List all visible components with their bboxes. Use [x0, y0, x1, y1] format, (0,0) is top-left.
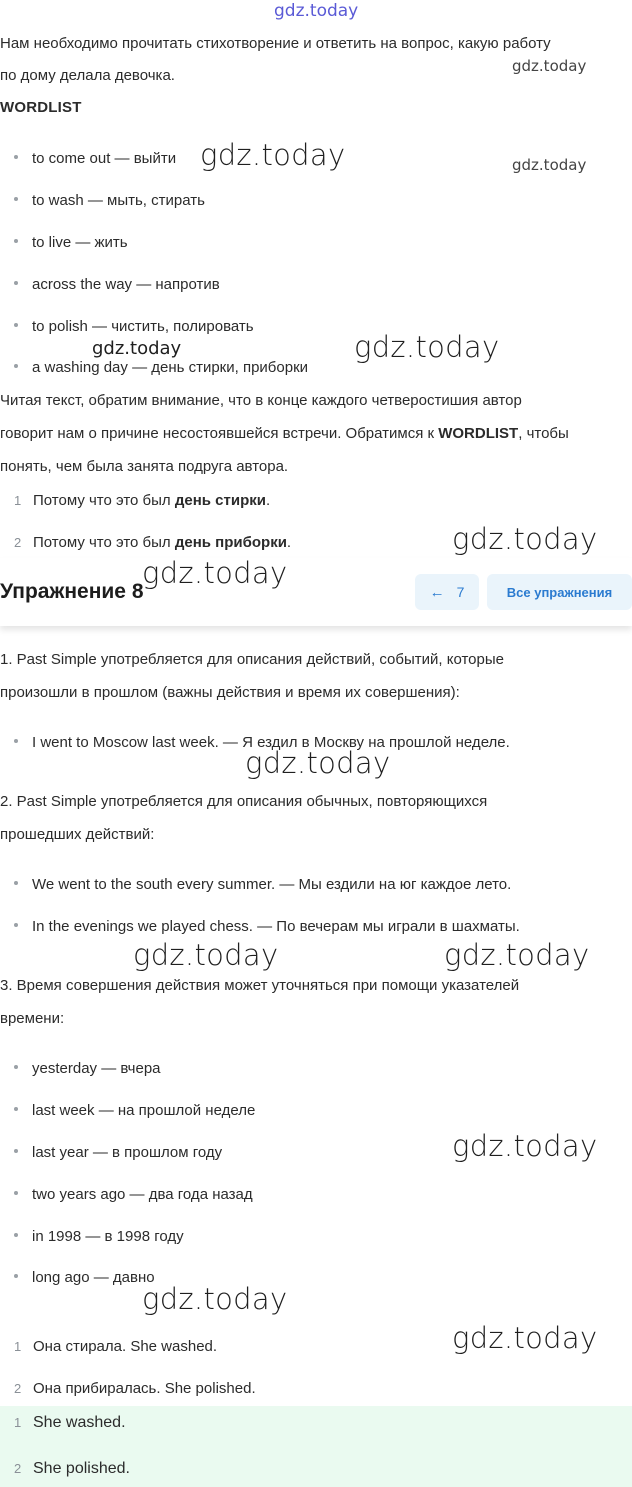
wordlist-heading: WORDLIST [0, 99, 82, 116]
bullet-icon [14, 1149, 18, 1153]
time-marker-item: last week — на прошлой неделе [14, 1101, 255, 1121]
bullet-icon [14, 1065, 18, 1069]
bullet-icon [14, 1274, 18, 1278]
bullet-icon [14, 197, 18, 201]
watermark: gdz.today [245, 746, 391, 780]
wordlist-item: a washing day — день стирки, приборки [14, 358, 308, 378]
answer-item: 1 Потому что это был день стирки. [14, 492, 271, 509]
reading-line-1: Читая текст, обратим внимание, что в конце каждого четверостишия автор [0, 392, 522, 409]
bullet-icon [14, 364, 18, 368]
watermark: gdz.today [142, 1282, 288, 1316]
bullet-icon [14, 323, 18, 327]
time-marker-item: two years ago — два года назад [14, 1185, 253, 1205]
bullet-icon [14, 739, 18, 743]
example-item: I went to Moscow last week. — Я ездил в Москву на прошлой неделе. [14, 733, 510, 753]
intro-line-1: Нам необходимо прочитать стихотворение и ответить на вопрос, какую работу [0, 35, 551, 52]
example-item: We went to the south every summer. — Мы ездили на юг каждое лето. [14, 875, 511, 895]
answer-item: 1 Она стирала. She washed. [14, 1338, 218, 1355]
grammar-p1-line-2: произошли в прошлом (важны действия и время их совершения): [0, 684, 460, 701]
wordlist-item: to wash — мыть, стирать [14, 191, 205, 211]
final-answer-item: 2 She polished. [14, 1460, 130, 1477]
time-marker-item: in 1998 — в 1998 году [14, 1227, 184, 1247]
watermark: gdz.today [452, 522, 598, 556]
wordlist-item: across the way — напротив [14, 275, 220, 295]
bullet-icon [14, 923, 18, 927]
intro-line-2: по дому делала девочка. [0, 67, 175, 84]
bullet-icon [14, 155, 18, 159]
wordlist-item: to polish — чистить, полировать [14, 317, 254, 337]
watermark: gdz.today [452, 1321, 598, 1355]
answer-item: 2 Она прибиралась. She polished. [14, 1380, 256, 1397]
example-item: In the evenings we played chess. — По вечерам мы играли в шахматы. [14, 917, 520, 937]
bullet-icon [14, 239, 18, 243]
watermark: gdz.today [133, 938, 279, 972]
prev-exercise-number: 7 [456, 584, 465, 600]
bullet-icon [14, 1233, 18, 1237]
watermark: gdz.today [452, 1129, 598, 1163]
exercise-title: Упражнение 8 [0, 580, 144, 603]
watermark: gdz.today [142, 556, 288, 590]
answer-item: 2 Потому что это был день приборки. [14, 534, 292, 551]
grammar-p3-line-2: времени: [0, 1010, 65, 1027]
arrow-left-icon: ← [429, 583, 445, 601]
time-marker-item: last year — в прошлом году [14, 1143, 222, 1163]
prev-exercise-button[interactable] [415, 574, 479, 610]
wordlist-item: to come out — выйти [14, 149, 176, 169]
grammar-p2-line-1: 2. Past Simple употребляется для описания обычных, повторяющихся [0, 793, 488, 810]
watermark: gdz.today [354, 330, 500, 364]
grammar-p1-line-1: 1. Past Simple употребляется для описания действий, событий, которые [0, 651, 504, 668]
bullet-icon [14, 881, 18, 885]
bullet-icon [14, 1191, 18, 1195]
bullet-icon [14, 281, 18, 285]
watermark: gdz.today [512, 156, 587, 174]
time-marker-item: long ago — давно [14, 1268, 155, 1288]
final-answer-item: 1 She washed. [14, 1414, 126, 1431]
grammar-p3-line-1: 3. Время совершения действия может уточняться при помощи указателей [0, 977, 520, 994]
time-marker-item: yesterday — вчера [14, 1059, 161, 1079]
bullet-icon [14, 1107, 18, 1111]
watermark-top: gdz.today [274, 1, 359, 21]
watermark: gdz.today [444, 938, 590, 972]
watermark: gdz.today [512, 57, 587, 75]
reading-line-3: понять, чем была занята подруга автора. [0, 458, 289, 475]
wordlist-item: to live — жить [14, 233, 128, 253]
watermark: gdz.today [92, 338, 182, 359]
watermark: gdz.today [200, 138, 346, 172]
reading-line-2: говорит нам о причине несостоявшейся встречи. Обратимся к WORDLIST, чтобы [0, 425, 569, 442]
grammar-p2-line-2: прошедших действий: [0, 826, 155, 843]
all-exercises-button[interactable]: Все упражнения [487, 574, 632, 610]
